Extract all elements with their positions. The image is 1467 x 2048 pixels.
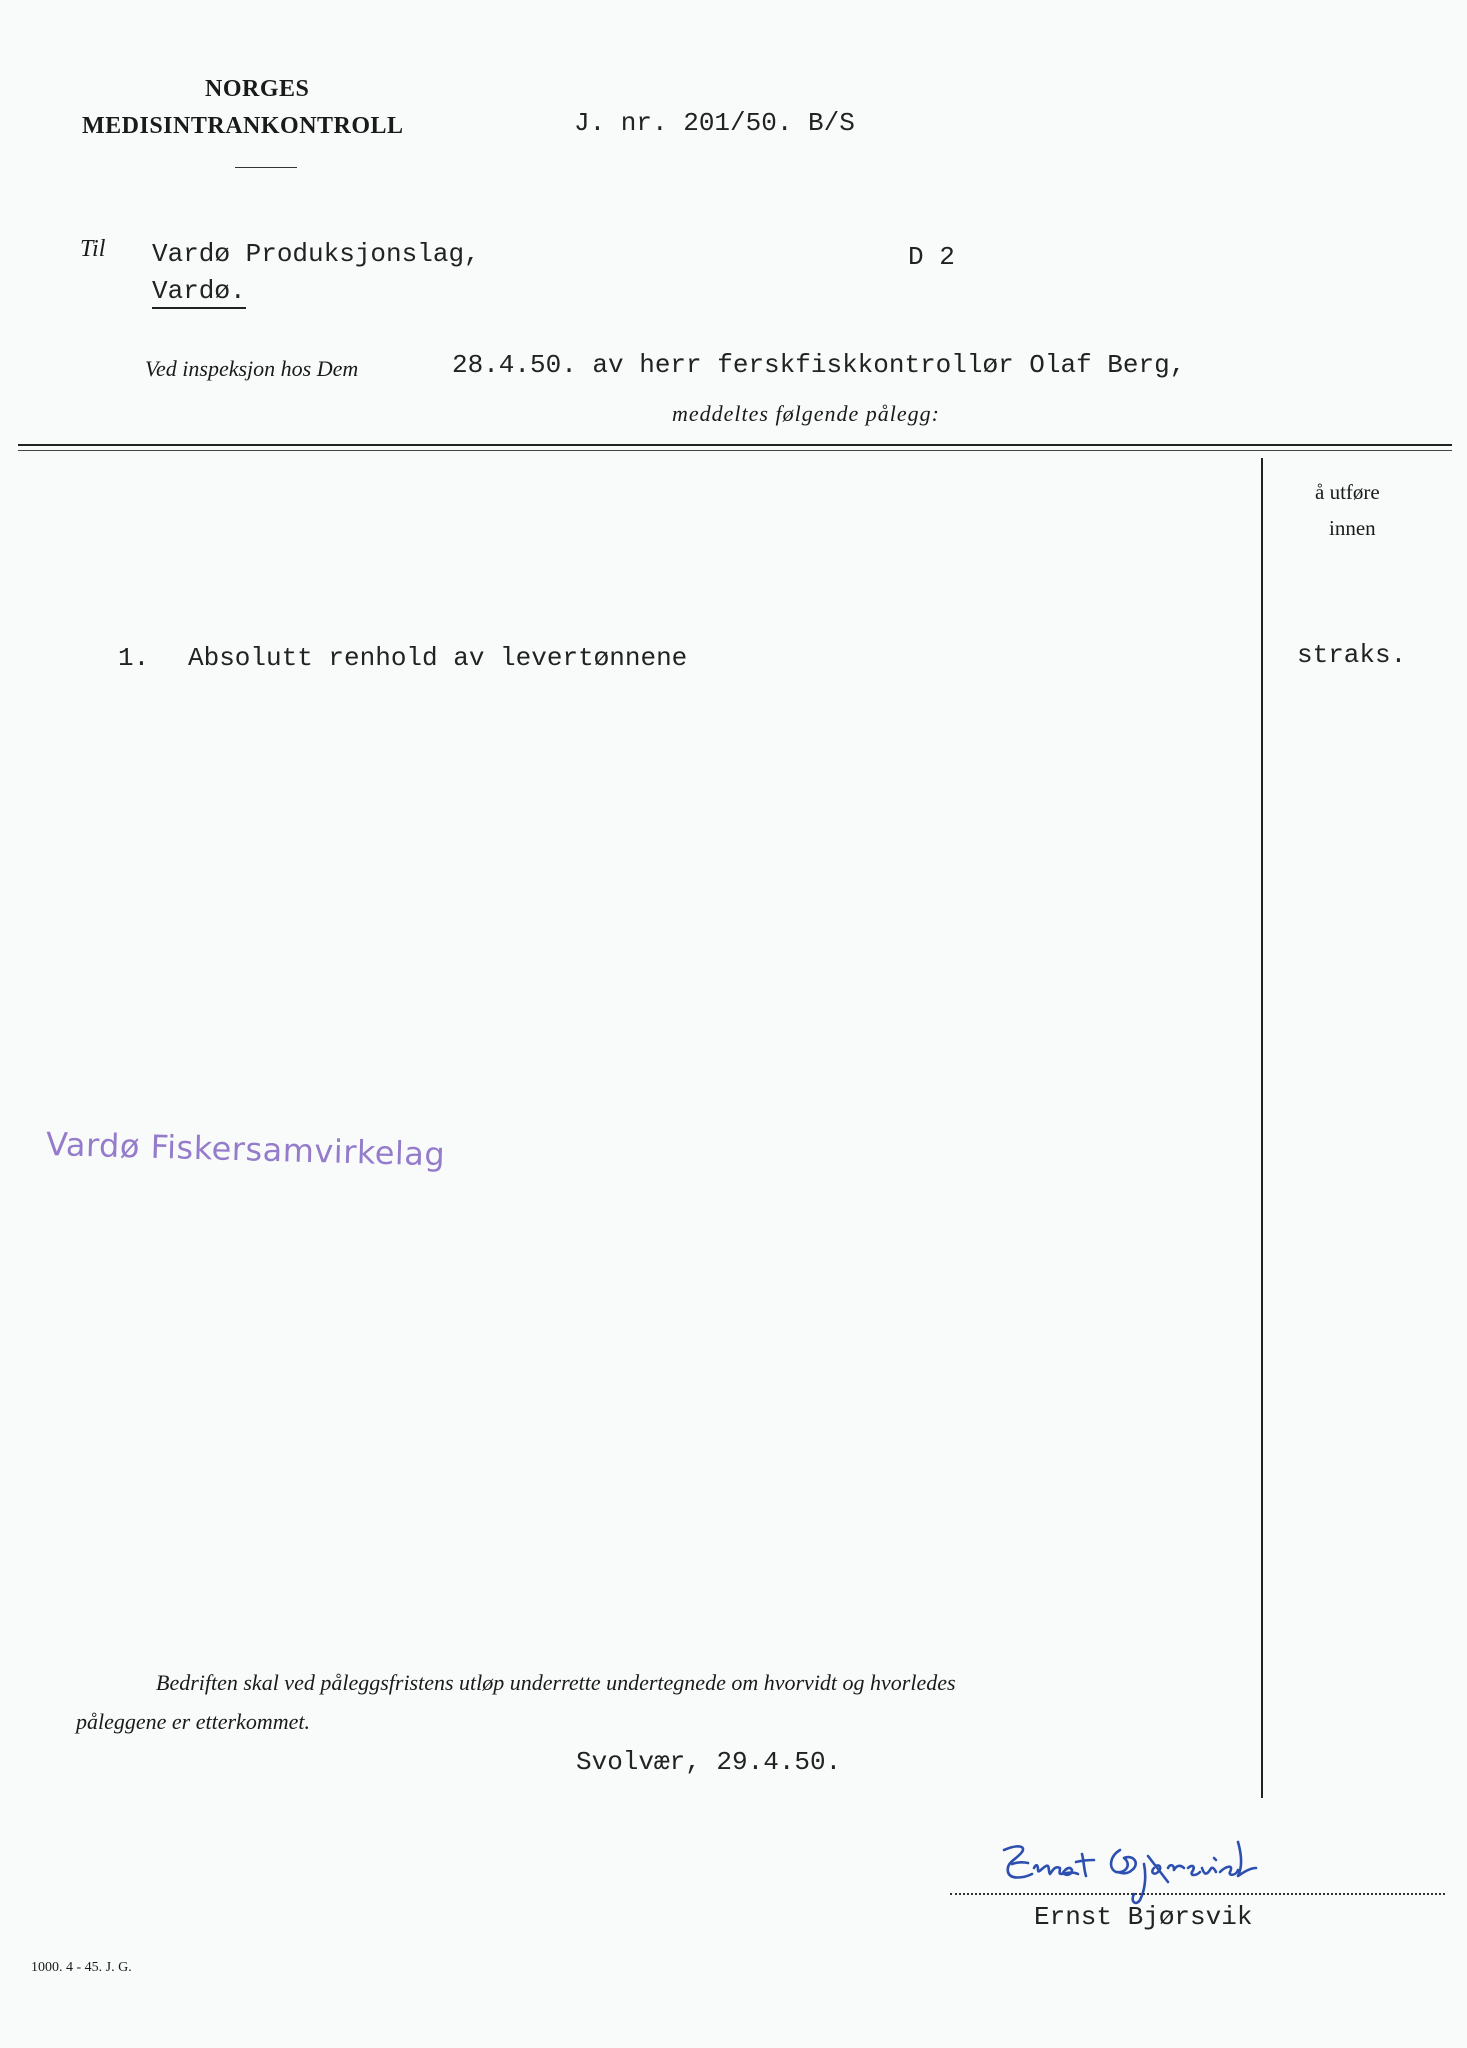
footer-note-line2: påleggene er etterkommet. (76, 1709, 310, 1734)
to-label: Til (80, 236, 106, 262)
journal-number: J. nr. 201/50. B/S (574, 108, 855, 138)
order-item-deadline: straks. (1297, 640, 1407, 670)
place-and-date: Svolvær, 29.4.50. (576, 1747, 842, 1777)
recipient-city: Vardø. (152, 276, 246, 309)
signer-name: Ernst Bjørsvik (1034, 1902, 1253, 1932)
inspection-text: 28.4.50. av herr ferskfiskkontrollør Olaf Berg, (452, 350, 1186, 380)
header-divider (235, 167, 297, 168)
order-item-text: Absolutt renhold av levertønnene (188, 643, 688, 673)
org-name-line2: MEDISINTRANKONTROLL (82, 113, 404, 139)
order-item-number: 1. (118, 643, 150, 673)
deadline-header-line2: innen (1329, 516, 1376, 540)
orders-intro: meddeltes følgende pålegg: (672, 401, 940, 426)
signature-line (950, 1893, 1445, 1895)
inspection-label: Ved inspeksjon hos Dem (145, 356, 359, 381)
recipient-name: Vardø Produksjonslag, (152, 239, 480, 269)
table-top-rule-secondary (18, 450, 1452, 451)
deadline-column-divider (1261, 458, 1263, 1798)
department-code: D 2 (908, 242, 955, 272)
deadline-header-line1: å utføre (1315, 480, 1380, 504)
table-top-rule (18, 444, 1452, 446)
print-code: 1000. 4 - 45. J. G. (31, 1960, 132, 1975)
company-stamp: Vardø Fiskersamvirkelag (45, 1125, 446, 1174)
org-name-line1: NORGES (205, 76, 310, 102)
footer-note-line1: Bedriften skal ved påleggsfristens utløp underrette undertegnede om hvorvidt og hvorledes (156, 1670, 956, 1695)
